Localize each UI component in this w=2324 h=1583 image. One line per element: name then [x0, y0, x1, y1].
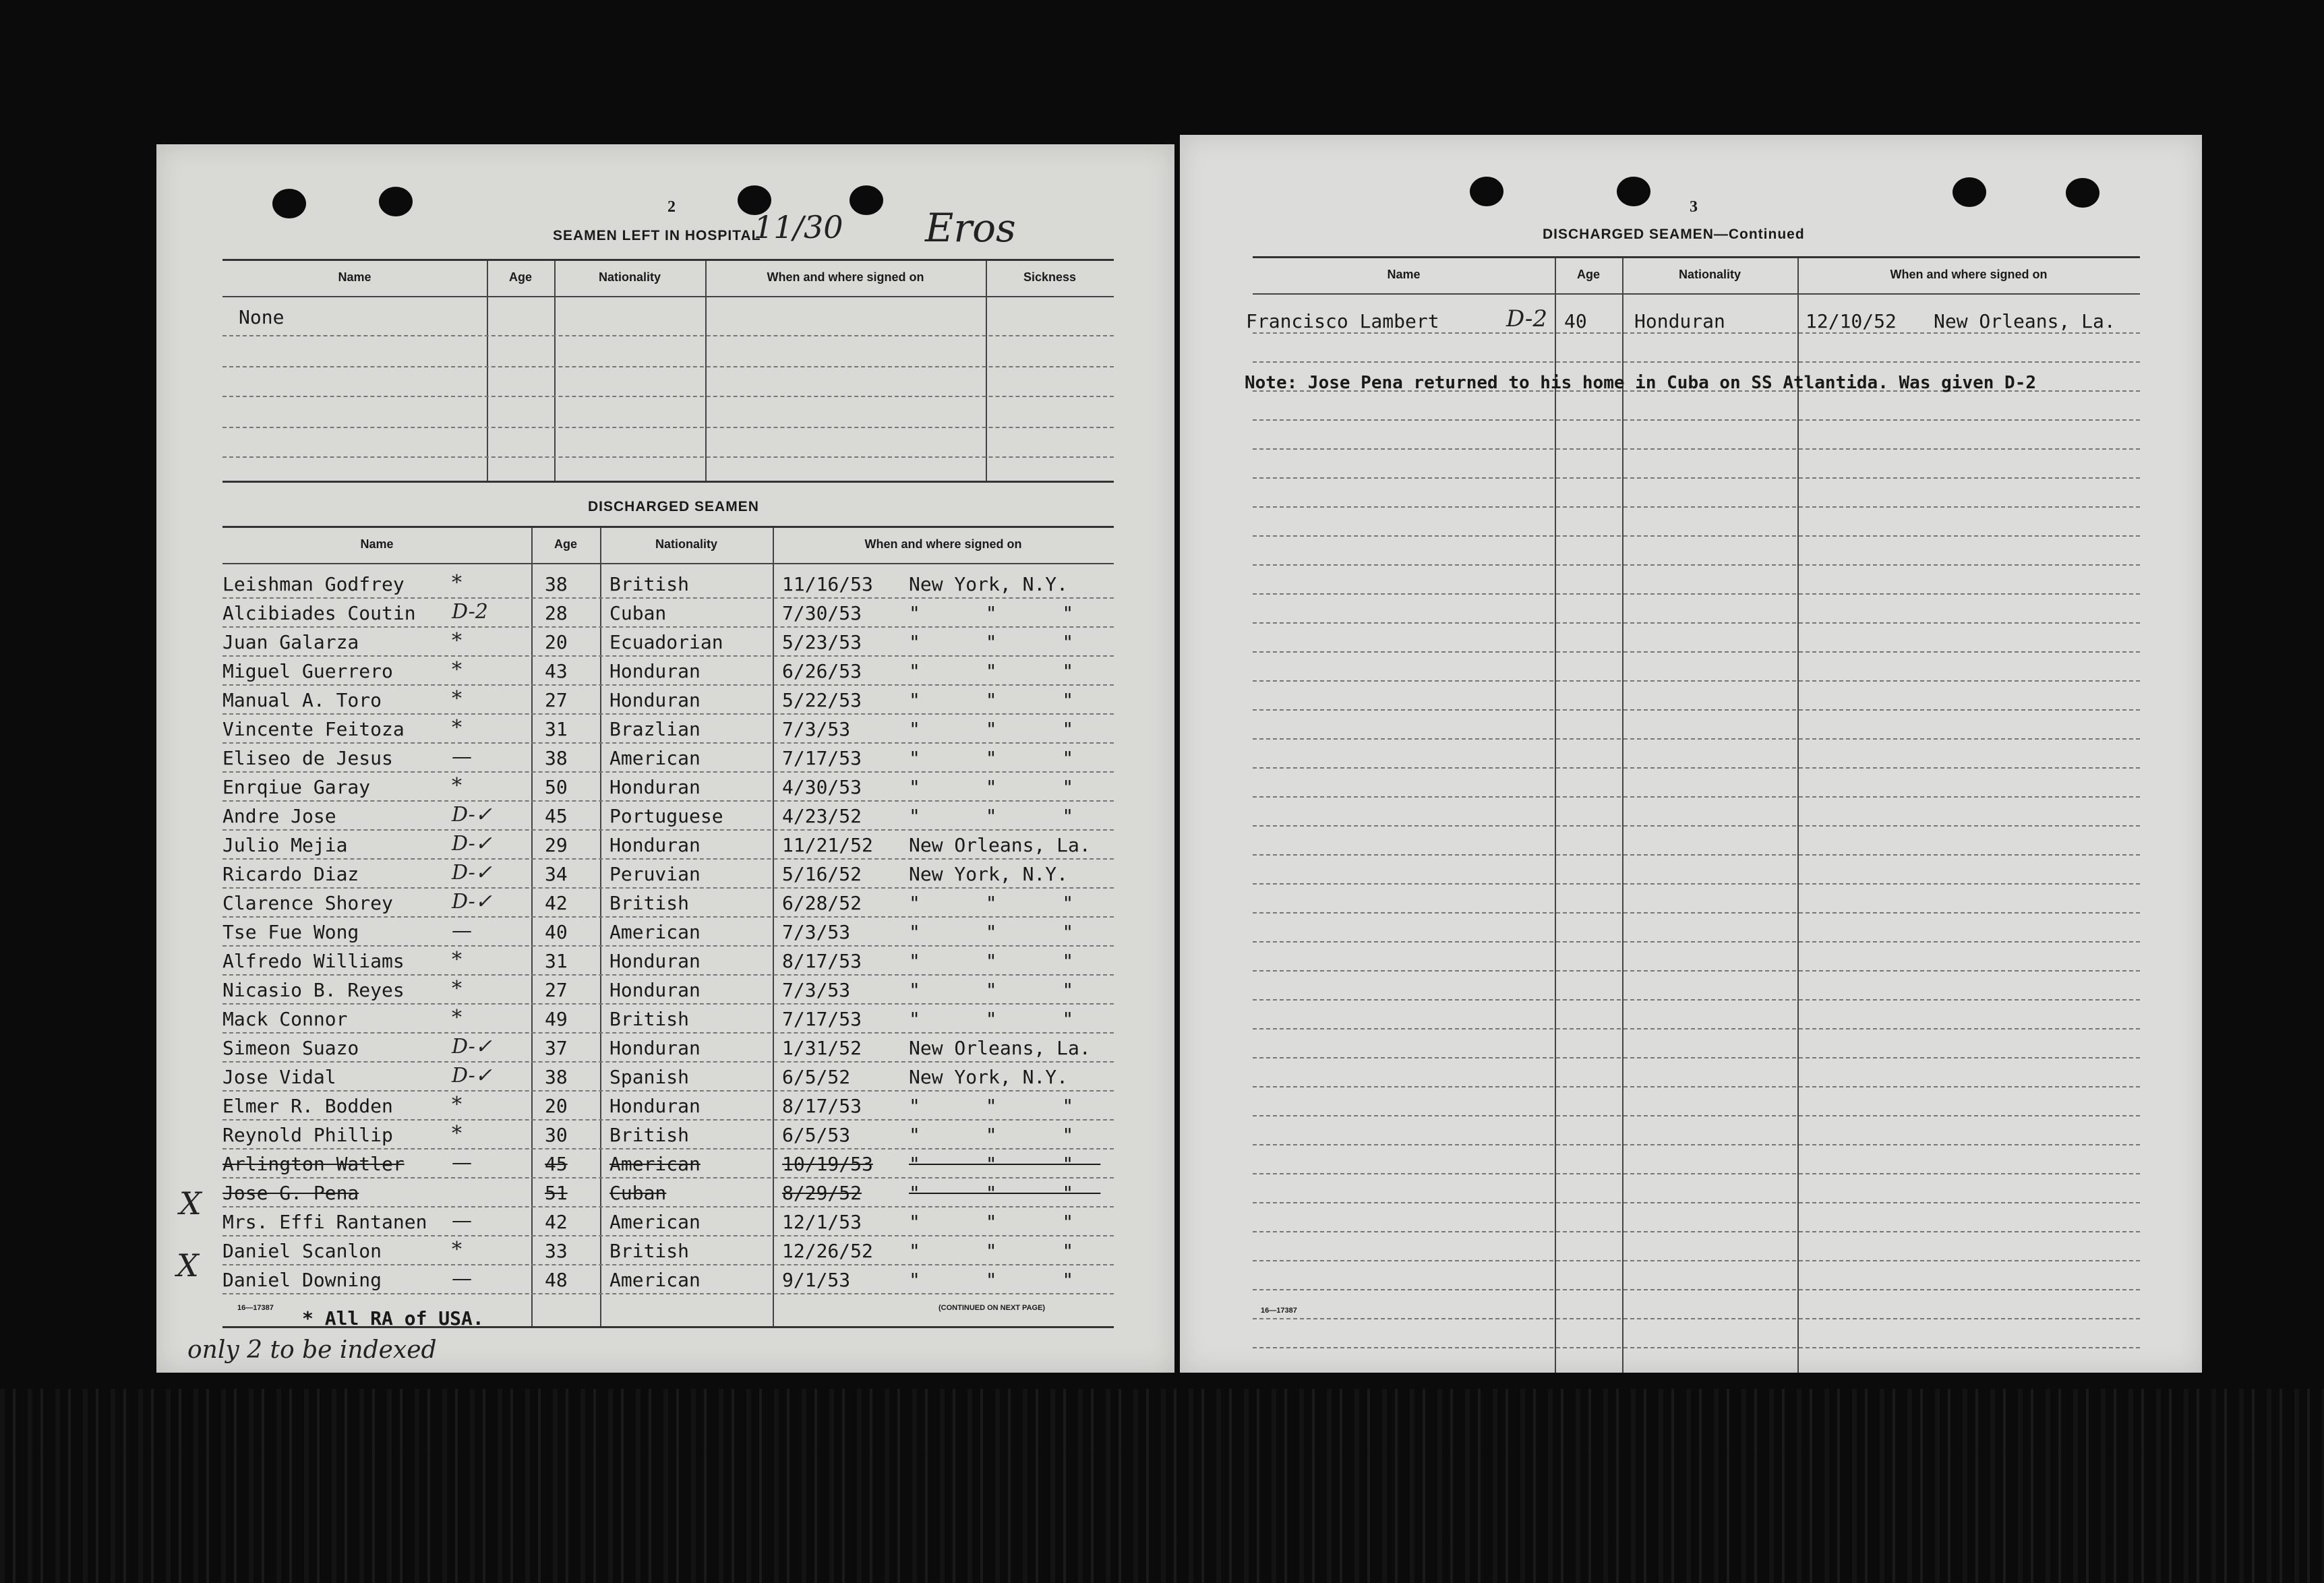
index-mark: — [452, 745, 472, 769]
punch-hole [272, 189, 306, 218]
seaman-name: Jose Vidal [222, 1066, 336, 1088]
table-row [222, 1092, 1114, 1121]
seaman-nationality: Honduran [609, 660, 701, 682]
signed-on-place: New Orleans, La. [909, 1037, 1091, 1059]
punch-hole [1953, 177, 1986, 207]
seaman-name: Arlington Watler [222, 1153, 405, 1175]
hospital-section-title: SEAMEN LEFT IN HOSPITAL [553, 228, 761, 243]
signed-on-place: " " " [909, 892, 1101, 914]
seaman-age: 42 [545, 1211, 568, 1233]
index-mark: D-✓ [452, 832, 492, 856]
signed-on-place: " " " [909, 1124, 1101, 1146]
signed-on-date: 5/23/53 [782, 631, 862, 653]
seaman-age: 42 [545, 892, 568, 914]
right-page [1180, 135, 2202, 1373]
signed-on-date: 7/17/53 [782, 747, 862, 769]
seaman-age: 33 [545, 1240, 568, 1262]
signed-on-place: " " " [909, 1095, 1101, 1117]
signed-on-date: 10/19/53 [782, 1153, 873, 1175]
table-row [222, 918, 1114, 947]
seaman-age: 20 [545, 631, 568, 653]
seaman-nationality: Honduran [609, 1095, 701, 1117]
signed-on-place: " " " [909, 747, 1101, 769]
right-header-age: Age [1576, 268, 1600, 281]
table-row [222, 1121, 1114, 1149]
seaman-nationality: Honduran [609, 950, 701, 972]
discharged-header-signed-on: When and where signed on [864, 537, 1022, 551]
table-row [222, 1178, 1114, 1207]
signed-on-place: " " " [909, 1153, 1101, 1175]
right-row-place: New Orleans, La. [1934, 310, 2116, 332]
discharged-section-title: DISCHARGED SEAMEN [588, 499, 759, 514]
seaman-nationality: British [609, 1124, 690, 1146]
seaman-name: Clarence Shorey [222, 892, 393, 914]
signed-on-date: 7/3/53 [782, 718, 851, 740]
seaman-age: 28 [545, 602, 568, 624]
signed-on-place: " " " [909, 602, 1101, 624]
handwritten-date: 11/30 [754, 209, 843, 245]
footnote: * All RA of USA. [302, 1307, 484, 1330]
seaman-nationality: American [609, 921, 701, 943]
signed-on-date: 6/5/52 [782, 1066, 851, 1088]
seaman-age: 38 [545, 1066, 568, 1088]
table-row [222, 657, 1114, 686]
signed-on-date: 11/16/53 [782, 573, 873, 595]
x-mark: X [179, 1185, 202, 1222]
index-mark: — [452, 1151, 472, 1174]
index-mark: * [452, 1093, 462, 1116]
discharged-table [222, 526, 1114, 1328]
signed-on-date: 7/17/53 [782, 1008, 862, 1030]
signed-on-place: " " " [909, 631, 1101, 653]
right-row-age: 40 [1564, 310, 1587, 332]
table-row [222, 1265, 1114, 1294]
table-row [222, 1236, 1114, 1265]
handwritten-name: Eros [925, 205, 1016, 251]
seaman-age: 34 [545, 863, 568, 885]
signed-on-date: 5/16/52 [782, 863, 862, 885]
signed-on-place: " " " [909, 921, 1101, 943]
signed-on-date: 4/23/52 [782, 805, 862, 827]
left-page [156, 144, 1174, 1373]
index-mark: — [452, 1267, 472, 1290]
page-number: 2 [667, 198, 676, 216]
seaman-name: Daniel Downing [222, 1269, 382, 1291]
seaman-age: 38 [545, 747, 568, 769]
seaman-name: Manual A. Toro [222, 689, 382, 711]
seaman-nationality: Portuguese [609, 805, 723, 827]
table-row [222, 686, 1114, 715]
seaman-nationality: Peruvian [609, 863, 701, 885]
seaman-nationality: American [609, 1269, 701, 1291]
signed-on-date: 6/26/53 [782, 660, 862, 682]
signed-on-date: 7/30/53 [782, 602, 862, 624]
signed-on-date: 7/3/53 [782, 979, 851, 1001]
hospital-entry: None [239, 306, 285, 328]
signed-on-place: " " " [909, 1211, 1101, 1233]
index-mark: D-✓ [452, 1035, 492, 1058]
seaman-name: Alfredo Williams [222, 950, 405, 972]
page-number: 3 [1690, 198, 1698, 216]
hospital-header-signed-on: When and where signed on [767, 270, 924, 284]
continued-note: (CONTINUED ON NEXT PAGE) [938, 1304, 1046, 1312]
signed-on-date: 4/30/53 [782, 776, 862, 798]
signed-on-date: 7/3/53 [782, 921, 851, 943]
form-number: 16—17387 [237, 1304, 274, 1312]
table-row [222, 802, 1114, 831]
signed-on-place: " " " [909, 979, 1101, 1001]
hospital-header-age: Age [508, 270, 532, 284]
seaman-name: Vincente Feitoza [222, 718, 405, 740]
signed-on-date: 1/31/52 [782, 1037, 862, 1059]
table-row [222, 570, 1114, 599]
x-mark: X [177, 1247, 199, 1284]
seaman-nationality: British [609, 1008, 690, 1030]
table-row [222, 1063, 1114, 1092]
index-mark: D-✓ [452, 1064, 492, 1087]
seaman-name: Miguel Guerrero [222, 660, 393, 682]
signed-on-place: New York, N.Y. [909, 863, 1069, 885]
right-row-mark: D-2 [1506, 305, 1548, 332]
seaman-name: Juan Galarza [222, 631, 359, 653]
index-mark: * [452, 1006, 462, 1029]
index-mark: D-✓ [452, 861, 492, 885]
seaman-age: 51 [545, 1182, 568, 1204]
seaman-age: 27 [545, 689, 568, 711]
index-mark: * [452, 948, 462, 972]
seaman-name: Eliseo de Jesus [222, 747, 393, 769]
index-mark: * [452, 1238, 462, 1261]
seaman-age: 29 [545, 834, 568, 856]
right-section-title: DISCHARGED SEAMEN—Continued [1543, 227, 1805, 242]
index-mark: * [452, 658, 462, 682]
seaman-age: 31 [545, 950, 568, 972]
seaman-nationality: Ecuadorian [609, 631, 723, 653]
seaman-name: Daniel Scanlon [222, 1240, 382, 1262]
signed-on-date: 6/28/52 [782, 892, 862, 914]
right-row-nationality: Honduran [1634, 310, 1725, 332]
hospital-table [222, 259, 1114, 483]
signed-on-date: 11/21/52 [782, 834, 873, 856]
punch-hole [1617, 177, 1650, 206]
right-row-name: Francisco Lambert [1246, 310, 1439, 332]
seaman-name: Elmer R. Bodden [222, 1095, 393, 1117]
seaman-nationality: Honduran [609, 689, 701, 711]
table-row [222, 976, 1114, 1005]
seaman-nationality: British [609, 1240, 690, 1262]
seaman-age: 30 [545, 1124, 568, 1146]
seaman-nationality: Honduran [609, 979, 701, 1001]
seaman-name: Mack Connor [222, 1008, 348, 1030]
table-row [222, 744, 1114, 773]
seaman-age: 20 [545, 1095, 568, 1117]
hospital-header-nationality: Nationality [598, 270, 661, 284]
form-number: 16—17387 [1261, 1307, 1297, 1315]
seaman-name: Nicasio B. Reyes [222, 979, 405, 1001]
seaman-age: 48 [545, 1269, 568, 1291]
table-row [222, 947, 1114, 976]
seaman-name: Alcibiades Coutin [222, 602, 416, 624]
seaman-nationality: Honduran [609, 1037, 701, 1059]
hospital-header-name: Name [338, 270, 371, 284]
index-mark: D-✓ [452, 803, 492, 827]
seaman-nationality: Cuban [609, 602, 667, 624]
punch-hole [1470, 177, 1503, 206]
seaman-nationality: Brazlian [609, 718, 701, 740]
signed-on-place: " " " [909, 689, 1101, 711]
table-row [222, 831, 1114, 860]
seaman-age: 45 [545, 1153, 568, 1175]
punch-hole [850, 185, 883, 215]
index-mark: D-2 [452, 600, 488, 624]
table-row [222, 773, 1114, 802]
seaman-name: Reynold Phillip [222, 1124, 393, 1146]
table-row [222, 715, 1114, 744]
index-mark: * [452, 571, 462, 595]
signed-on-date: 5/22/53 [782, 689, 862, 711]
seaman-age: 38 [545, 573, 568, 595]
signed-on-place: New York, N.Y. [909, 1066, 1069, 1088]
note-text: Note: Jose Pena returned to his home in Cuba on SS Atlantida. Was given D-2 [1245, 373, 2036, 393]
index-mark: * [452, 774, 462, 798]
signed-on-place: " " " [909, 1182, 1101, 1204]
seaman-nationality: British [609, 573, 690, 595]
handwritten-footer-note: only 2 to be indexed [187, 1336, 437, 1364]
table-row [222, 889, 1114, 918]
index-mark: — [452, 919, 472, 943]
table-row [222, 1207, 1114, 1236]
discharged-header-nationality: Nationality [655, 537, 717, 551]
signed-on-date: 8/17/53 [782, 1095, 862, 1117]
right-header-nationality: Nationality [1678, 268, 1741, 281]
seaman-name: Simeon Suazo [222, 1037, 359, 1059]
table-row [222, 1034, 1114, 1063]
index-mark: * [452, 716, 462, 740]
signed-on-place: " " " [909, 660, 1101, 682]
index-mark: * [452, 1122, 462, 1145]
signed-on-place: " " " [909, 1269, 1101, 1291]
seaman-nationality: Spanish [609, 1066, 690, 1088]
discharged-header-name: Name [360, 537, 394, 551]
seaman-name: Enrqiue Garay [222, 776, 371, 798]
signed-on-place: " " " [909, 805, 1101, 827]
table-row [222, 599, 1114, 628]
punch-hole [379, 187, 413, 216]
seaman-name: Tse Fue Wong [222, 921, 359, 943]
signed-on-date: 8/17/53 [782, 950, 862, 972]
signed-on-place: " " " [909, 950, 1101, 972]
seaman-age: 31 [545, 718, 568, 740]
signed-on-place: " " " [909, 776, 1101, 798]
seaman-nationality: American [609, 1211, 701, 1233]
seaman-nationality: British [609, 892, 690, 914]
seaman-age: 37 [545, 1037, 568, 1059]
seaman-nationality: American [609, 747, 701, 769]
seaman-name: Mrs. Effi Rantanen [222, 1211, 427, 1233]
seaman-nationality: American [609, 1153, 701, 1175]
signed-on-date: 12/1/53 [782, 1211, 862, 1233]
seaman-nationality: Cuban [609, 1182, 667, 1204]
right-header-name: Name [1387, 268, 1421, 281]
signed-on-place: New Orleans, La. [909, 834, 1091, 856]
seaman-nationality: Honduran [609, 776, 701, 798]
signed-on-place: " " " [909, 1008, 1101, 1030]
seaman-name: Andre Jose [222, 805, 336, 827]
seaman-age: 50 [545, 776, 568, 798]
seaman-age: 45 [545, 805, 568, 827]
seaman-age: 40 [545, 921, 568, 943]
table-row [222, 860, 1114, 889]
signed-on-date: 6/5/53 [782, 1124, 851, 1146]
seaman-name: Ricardo Diaz [222, 863, 359, 885]
seaman-name: Jose G. Pena [222, 1182, 359, 1204]
signed-on-place: " " " [909, 718, 1101, 740]
seaman-age: 43 [545, 660, 568, 682]
table-row [222, 628, 1114, 657]
seaman-age: 27 [545, 979, 568, 1001]
index-mark: * [452, 629, 462, 653]
punch-hole [2066, 178, 2099, 208]
signed-on-place: New York, N.Y. [909, 573, 1069, 595]
index-mark: * [452, 977, 462, 1000]
seaman-name: Leishman Godfrey [222, 573, 405, 595]
seaman-age: 49 [545, 1008, 568, 1030]
table-row [222, 1149, 1114, 1178]
index-mark: — [452, 1209, 472, 1232]
hospital-header-sickness: Sickness [1023, 270, 1077, 284]
index-mark: D-✓ [452, 890, 492, 914]
index-mark: * [452, 687, 462, 711]
right-discharged-table [1245, 256, 2140, 1373]
discharged-header-age: Age [554, 537, 577, 551]
seaman-nationality: Honduran [609, 834, 701, 856]
table-row [222, 1005, 1114, 1034]
signed-on-date: 12/26/52 [782, 1240, 873, 1262]
seaman-name: Julio Mejia [222, 834, 348, 856]
signed-on-date: 8/29/52 [782, 1182, 862, 1204]
right-header-signed-on: When and where signed on [1890, 268, 2048, 281]
right-row-date: 12/10/52 [1806, 310, 1897, 332]
signed-on-place: " " " [909, 1240, 1101, 1262]
signed-on-date: 9/1/53 [782, 1269, 851, 1291]
scanner-background [0, 1389, 2324, 1583]
